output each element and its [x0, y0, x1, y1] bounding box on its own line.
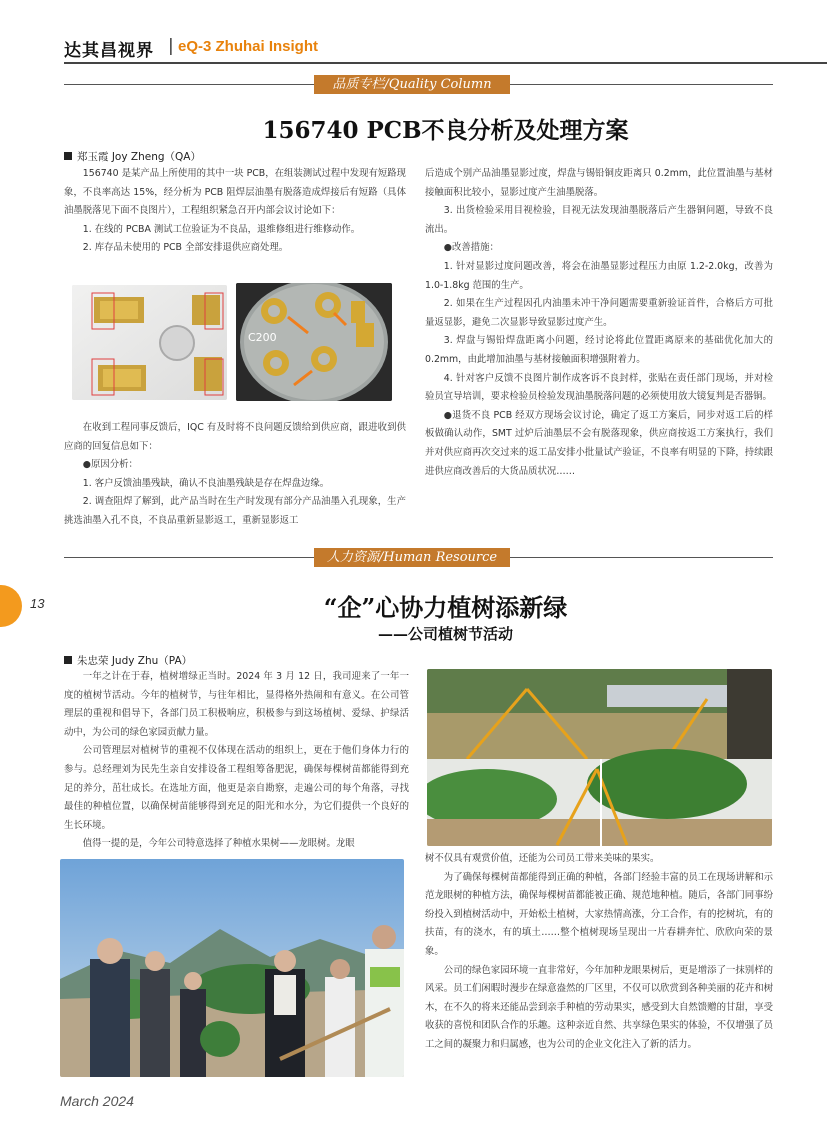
- pcb-defect-photo-1: [72, 285, 227, 400]
- page-number: 13: [30, 596, 45, 611]
- section-banner-quality: 品质专栏/Quality Column: [314, 75, 510, 94]
- article2-right-column: [425, 850, 773, 1055]
- paragraph: 后造成个别产品油墨显影过度，焊盘与锡铅铜皮距离只 0.2mm，此位置油墨与基材接触面积比较小，显影过度产生油墨脱落。: [425, 168, 773, 198]
- pcb-defect-photo-2: [236, 283, 392, 401]
- bullet-square-icon: [64, 152, 72, 160]
- paragraph: 树不仅具有观赏价值，还能为公司员工带来美味的果实。: [425, 853, 660, 864]
- paragraph: 一年之计在于春，植树增绿正当时。2024 年 3 月 12 日，我司迎来了一年一度的植树节活动。今年的植树节，与往年相比，显得格外热闹和有意义。在公司管理层的重视和倡导下，各部门员工积极响应，积极参与到这场植树、爱绿、护绿活动中，为公司的绿色家园贡献力量。: [64, 671, 409, 738]
- article1-left-column: [64, 165, 406, 258]
- pcb-defect-photo-2-svg: [236, 283, 392, 401]
- section-rule-right-hr: [510, 557, 773, 558]
- pcb-defect-photo-1-svg: [72, 285, 227, 400]
- section-rule-left-hr: [64, 557, 314, 558]
- article-title-tree: “企”心协力植树添新绿: [323, 593, 568, 622]
- article2-left-column: [64, 668, 409, 854]
- author-name: 朱忠荣 Judy Zhu（PA）: [77, 655, 193, 667]
- paragraph: 为了确保每棵树苗都能得到正确的种植，各部门经验丰富的员工在现场讲解和示范龙眼树的种植方法，确保每棵树苗都能被正确、规范地种植。随后，各部门同事纷纷投入到植树活动中，开始松土植树，大家热情高涨，分工合作，有的挖树坑，有的扶苗，有的浇水，有的填土……整个植树现场呈现出一片春耕奔忙、欣欣向荣的景象。: [425, 871, 773, 957]
- paragraph: 公司的绿色家园环境一直非常好，今年加种龙眼果树后，更是增添了一抹别样的风采。员工们闲暇时漫步在绿意盎然的厂区里，不仅可以欣赏到各种美丽的花卉和树木，在不久的将来还能品尝到亲手种植的劳动果实，感受到大自然馈赠的甘甜，享受收获的喜悦和团队合作的乐趣。这种亲近自然、共享绿色果实的体验，不仅增强了员工之间的凝聚力和归属感，也为公司的企业文化注入了新的活力。: [425, 964, 773, 1050]
- paragraph: 2. 库存品未使用的 PCB 全部安排退供应商处理。: [82, 242, 289, 254]
- paragraph: 3. 出货检验采用目视检验，目视无法发现油墨脱落后产生器铜问题，导致不良流出。: [425, 205, 773, 235]
- section-rule-right: [510, 84, 773, 85]
- header-rule: [64, 62, 827, 64]
- magazine-title-cn: 达其昌视界: [64, 41, 154, 61]
- paragraph: 1. 针对显影过度问题改善，将会在油墨显影过程压力由原 1.2-2.0kg，改善为 1.0-1.8kg 范围的生产。: [425, 260, 773, 291]
- paragraph: 3. 焊盘与锡铅焊盘距离小问题，经讨论将此位置距离原来的基础优化加大的 0.2mm，由此增加油墨与基材接触面积增强附着力。: [425, 335, 773, 365]
- paragraph: ●原因分析：: [82, 459, 138, 471]
- paragraph: 156740 是某产品上所使用的其中一块 PCB，在组装测试过程中发现有短路现象，不良率高达 15%，经分析为 PCB 阻焊层油墨有脱落造成焊接后有短路（具体油墨脱落见下面不良图片），工程组织紧急召开内部会议讨论如下：: [64, 168, 406, 217]
- article-title-pcb: 156740 PCB不良分析及处理方案: [262, 117, 629, 144]
- tree-planting-group-photo: [60, 859, 404, 1077]
- tree-planting-group-photo-svg: [60, 859, 404, 1077]
- paragraph: 2. 调查阻焊了解到，此产品当时在生产时发现有部分产品油墨入孔现象，生产挑选油墨入孔不良，不良品重新显影返工，重新显影返工: [64, 496, 406, 526]
- issue-date: March 2024: [60, 1093, 134, 1109]
- section-banner-hr: 人力资源/Human Resource: [314, 548, 510, 567]
- page-tab-marker: [0, 585, 22, 627]
- author-line-pcb: [64, 149, 201, 164]
- bullet-square-icon: [64, 656, 72, 664]
- article-subtitle-tree: ——公司植树节活动: [377, 625, 513, 643]
- paragraph: 2. 如果在生产过程因孔内油墨未冲干净问题需要重新验证首件，合格后方可批量返显影，避免二次显影导致显影过度产生。: [425, 298, 773, 328]
- paragraph: 1. 在线的 PCBA 测试工位验证为不良品，退维修组进行维修动作。: [82, 223, 361, 235]
- paragraph: ●退货不良 PCB 经双方现场会议讨论，确定了返工方案后，同步对返工后的样板做确认动作，SMT 过炉后油墨层不会有脱落现象，供应商按返工方案执行，我们并对供应商再次交过来的返工品安排小批量试产验证，不良率有明显的下降，持续跟进供应商改善后的大货品质状况……: [425, 409, 773, 477]
- paragraph: 4. 针对客户反馈不良图片制作成客诉不良封样，张贴在责任部门现场，并对检验员宣导培训，要求检验员检验发现油墨脱落问题的必须使用放大镜复判是否器铜。: [425, 372, 773, 403]
- section-rule-left: [64, 84, 314, 85]
- tree-stakes-collage-photo-svg: [427, 669, 772, 846]
- author-line-tree: [64, 653, 192, 668]
- article1-left-column-lower: [64, 419, 406, 531]
- paragraph: 公司管理层对植树节的重视不仅体现在活动的组织上，更在于他们身体力行的参与。总经理刘为民先生亲自安排设备工程组筹备肥泥，确保每棵树苗都能得到充足的养分，茁壮成长。在选址方面，他更是亲自勘察，走遍公司的每个角落，寻找最佳的种植位置，以确保树苗能够得到充足的阳光和水分，为它们提供一个良好的生长环境。: [64, 745, 409, 831]
- paragraph: 值得一提的是，今年公司特意选择了种植水果树——龙眼树。龙眼: [82, 838, 355, 850]
- paragraph: 1. 客户反馈油墨残缺，确认不良油墨残缺是存在焊盘边缘。: [82, 477, 330, 489]
- paragraph: 在收到工程同事反馈后，IQC 有及时将不良问题反馈给到供应商，跟进收到供应商的回复信息如下：: [64, 422, 406, 452]
- article1-right-column: [425, 165, 773, 481]
- pcb-silkscreen-label: C200: [248, 331, 277, 344]
- header-separator: |: [168, 36, 174, 56]
- author-name: 郑玉霞 Joy Zheng（QA）: [77, 151, 201, 163]
- tree-stakes-collage-photo: [427, 669, 772, 846]
- magazine-title-en: eQ-3 Zhuhai Insight: [178, 38, 319, 55]
- paragraph: ●改善措施：: [443, 242, 499, 254]
